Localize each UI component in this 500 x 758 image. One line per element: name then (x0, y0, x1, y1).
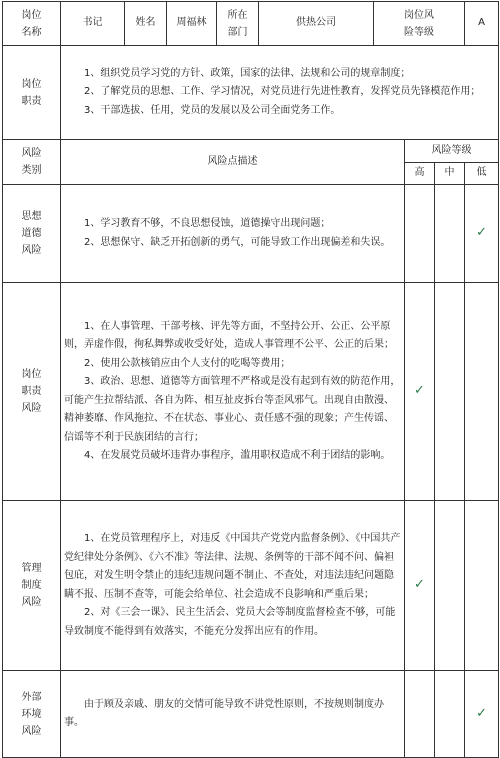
risk-category-header-line: 类别 (21, 165, 42, 176)
risk-row (3, 283, 499, 501)
risk-item: 2、思想保守、缺乏开拓创新的勇气，可能导致工作出现偏差和失误。 (84, 236, 391, 248)
duty-item: 1、组织党员学习党的方针、政策，国家的法律、法规和公司的规章制度； (84, 67, 411, 79)
duty-label (3, 46, 61, 140)
risk-level-cell (435, 671, 465, 758)
risk-description (61, 185, 405, 283)
level-medium-header: 中 (435, 163, 465, 185)
risk-level-cell (405, 185, 435, 283)
risk-item: 2、对《三会一课》、民主生活会、党员大会等制度监督检查不够，可能导致制度不能得到有效落实，不能充分发挥出应有的作用。 (64, 607, 396, 637)
risk-category-line: 风险 (21, 725, 42, 737)
risk-category-line: 职责 (21, 386, 42, 397)
person-name-label: 姓名 (125, 2, 167, 46)
post-risk-level-label (374, 2, 465, 46)
risk-row (3, 671, 499, 758)
post-name-value: 书记 (61, 2, 125, 46)
risk-item: 1、在党员管理程序上，对违反《中国共产党党内监督条例》、《中国共产党纪律处分条例》、《六不准》等法律、法规、条例等的干部不闻不问、偏袒包庇，对发生明令禁止的违纪违规问题不制止、不查处，对违法违纪问题隐瞒不报、压制不查等，可能会给单位、社会造成不良影响和严重后果； (64, 533, 401, 600)
duty-item: 2、了解党员的思想、工作、学习情况，对党员进行先进性教育，发挥党员先锋模范作用； (84, 86, 481, 98)
post-risk-level-value: A (465, 2, 499, 46)
risk-item: 2、使用公款核销应由个人支付的吃喝等费用； (84, 357, 291, 369)
risk-category-line: 风险 (21, 403, 42, 414)
post-risk-level-label-line: 岗位风 (404, 9, 434, 21)
risk-level-cell (435, 185, 465, 283)
post-name-label-line: 名称 (21, 26, 42, 38)
post-name-label (3, 2, 61, 46)
level-low-header: 低 (465, 163, 499, 185)
post-risk-level-label-line: 险等级 (404, 26, 434, 38)
risk-level-cell (465, 671, 499, 758)
risk-category-line: 环境 (21, 708, 42, 720)
checkmark-icon: ✓ (414, 577, 425, 593)
level-high-header: 高 (405, 163, 435, 185)
risk-level-cell (435, 501, 465, 671)
checkmark-icon: ✓ (414, 383, 425, 399)
risk-level-cell (465, 501, 499, 671)
risk-level-cell (465, 185, 499, 283)
duty-label-line: 岗位 (21, 78, 42, 90)
risk-description (61, 283, 405, 501)
risk-category (3, 671, 61, 758)
risk-description-header: 风险点描述 (61, 140, 405, 185)
risk-level-header: 风险等级 (405, 140, 499, 163)
risk-level-cell (435, 283, 465, 501)
duty-item: 3、干部选拔、任用，党员的发展以及公司全面党务工作。 (84, 104, 341, 116)
risk-row (3, 185, 499, 283)
duty-description (61, 46, 499, 140)
checkmark-icon: ✓ (476, 225, 487, 241)
risk-description (61, 671, 405, 758)
department-label-line: 部门 (227, 26, 248, 38)
risk-item: 1、在人事管理、干部考核、评先等方面，不坚持公开、公正、公平原则，弄虚作假，徇私舞弊或收受好处，造成人事管理不公平、公正的后果； (64, 320, 394, 350)
risk-category (3, 185, 61, 283)
risk-level-cell (405, 283, 435, 501)
risk-category-line: 管理 (21, 563, 42, 574)
header-row (3, 2, 499, 46)
department-label-line: 所在 (227, 9, 248, 21)
risk-header-row (3, 140, 499, 163)
duty-row (3, 46, 499, 140)
risk-assessment-table (2, 1, 499, 758)
risk-category-line: 思想 (21, 211, 42, 222)
risk-category-line: 岗位 (21, 369, 42, 380)
department-value: 供热公司 (259, 2, 374, 46)
risk-description (61, 501, 405, 671)
risk-item: 1、学习教育不够，不良思想侵蚀，道德操守出现问题； (84, 218, 331, 229)
risk-category-line: 风险 (21, 245, 42, 256)
risk-category-header (3, 140, 61, 185)
risk-category (3, 501, 61, 671)
risk-level-cell (465, 283, 499, 501)
risk-item: 3、政治、思想、道德等方面管理不严格或是没有起到有效的防范作用，可能产生拉帮结派、各自为阵、相互扯皮拆台等歪风邪气。出现自由散漫、精神萎靡、作风拖拉、不在状态、事业心、责任感不强的现象；产生传谣、信谣等不利于民族团结的言行； (64, 376, 401, 443)
duty-label-line: 职责 (21, 95, 42, 107)
risk-item: 4、在发展党员破坏违背办事程序，滥用职权造成不利于团结的影响。 (84, 450, 391, 461)
risk-item: 由于顾及亲戚、朋友的交情可能导致不讲党性原则，不按规则制度办事。 (64, 698, 384, 728)
risk-row (3, 501, 499, 671)
risk-category-line: 道德 (21, 228, 42, 239)
post-name-label-line: 岗位 (21, 9, 42, 21)
department-label (217, 2, 259, 46)
risk-category-line: 风险 (21, 597, 42, 608)
risk-category (3, 283, 61, 501)
risk-level-cell (405, 671, 435, 758)
risk-category-line: 外部 (21, 691, 42, 703)
risk-category-line: 制度 (21, 580, 42, 591)
person-name-value: 周福林 (167, 2, 217, 46)
risk-level-cell (405, 501, 435, 671)
checkmark-icon: ✓ (476, 705, 487, 721)
risk-category-header-line: 风险 (21, 148, 42, 159)
